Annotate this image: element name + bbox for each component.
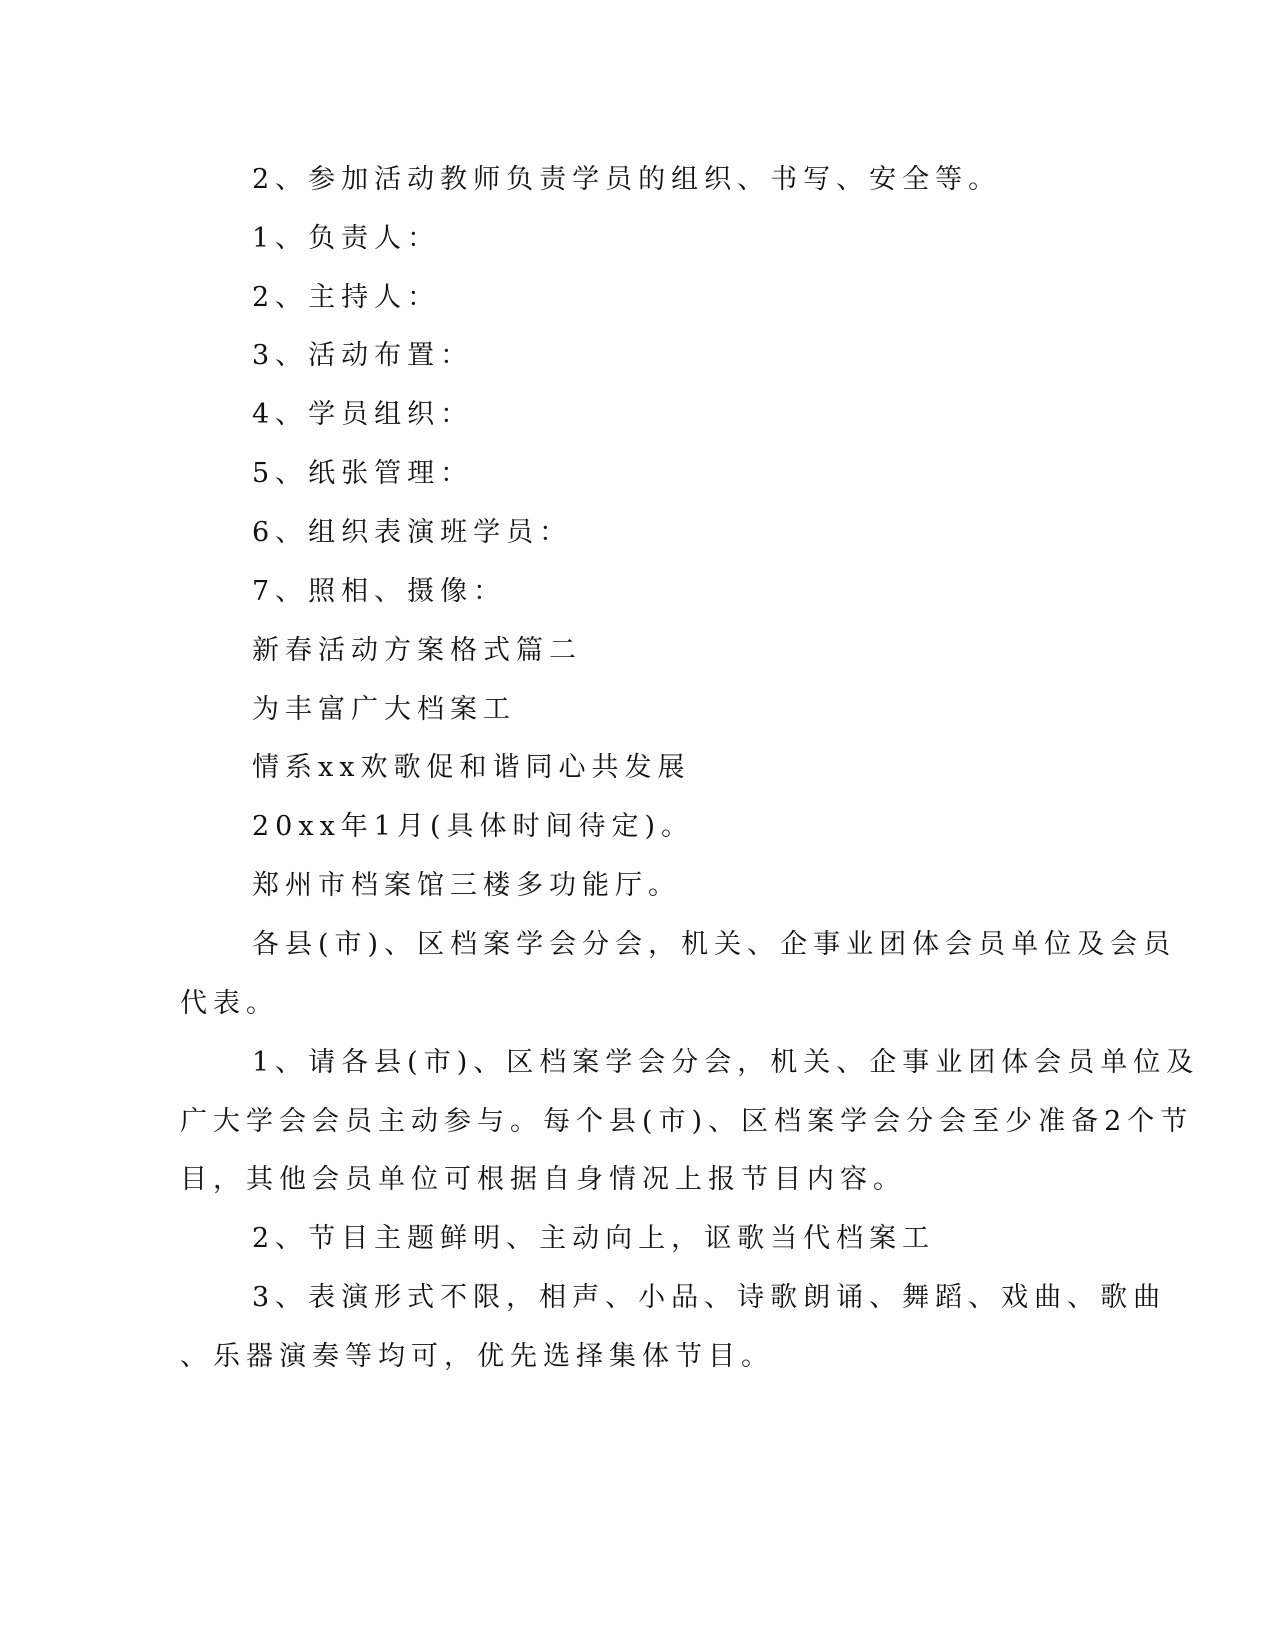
paragraph-line: 20xx年1月(具体时间待定)。 xyxy=(252,811,695,842)
paragraph-line: 郑州市档案馆三楼多功能厅。 xyxy=(252,870,681,901)
paragraph-line: 情系xx欢歌促和谐同心共发展 xyxy=(252,752,691,783)
paragraph-line: 2、参加活动教师负责学员的组织、书写、安全等。 xyxy=(252,164,1002,195)
paragraph-line: 3、活动布置： xyxy=(252,340,474,371)
paragraph-line: 3、表演形式不限，相声、小品、诗歌朗诵、舞蹈、戏曲、歌曲 xyxy=(252,1282,1167,1313)
paragraph-line: 为丰富广大档案工 xyxy=(252,694,516,725)
paragraph-line: 1、请各县(市)、区档案学会分会，机关、企事业团体会员单位及 xyxy=(252,1047,1200,1078)
paragraph-line: 1、负责人： xyxy=(252,223,441,254)
paragraph-line: 5、纸张管理： xyxy=(252,458,474,489)
paragraph-line: 广大学会会员主动参与。每个县(市)、区档案学会分会至少准备2个节 xyxy=(180,1106,1194,1137)
paragraph-line: 代表。 xyxy=(180,988,279,1019)
paragraph-line: 各县(市)、区档案学会分会，机关、企事业团体会员单位及会员 xyxy=(252,929,1177,960)
paragraph-line: 2、主持人： xyxy=(252,282,441,313)
paragraph-line: 7、照相、摄像： xyxy=(252,576,507,607)
paragraph-line: 4、学员组织： xyxy=(252,399,474,430)
paragraph-line: 2、节目主题鲜明、主动向上，讴歌当代档案工 xyxy=(252,1223,936,1254)
paragraph-line: 6、组织表演班学员： xyxy=(252,517,573,548)
paragraph-line: 目，其他会员单位可根据自身情况上报节目内容。 xyxy=(180,1164,906,1195)
section-heading: 新春活动方案格式篇二 xyxy=(252,635,582,666)
paragraph-line: 、乐器演奏等均可，优先选择集体节目。 xyxy=(180,1341,774,1372)
